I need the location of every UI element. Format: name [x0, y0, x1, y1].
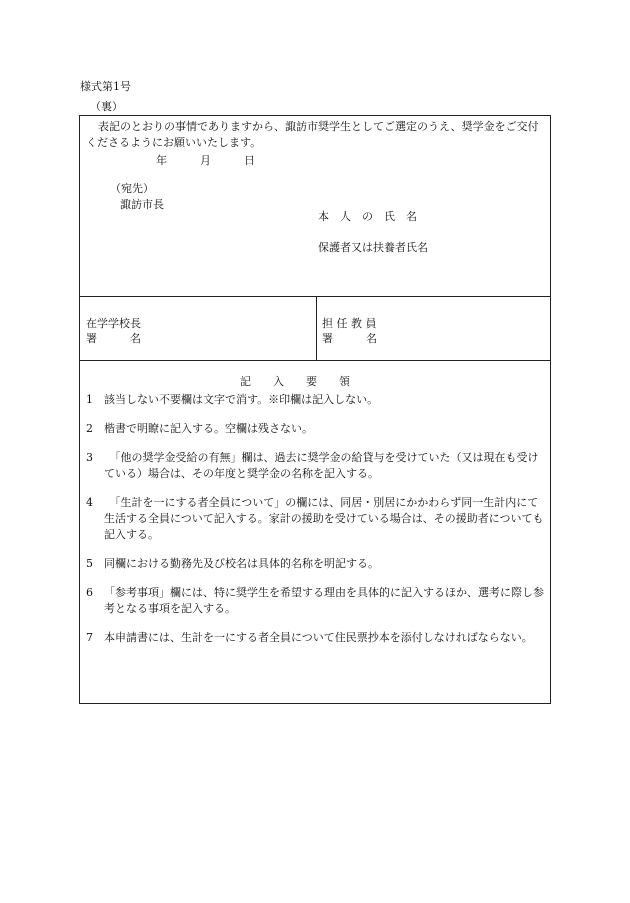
guideline-item: [86, 585, 548, 617]
teacher-signature-label: 署 名: [322, 332, 377, 345]
date-month-label: 月: [200, 154, 211, 167]
guideline-item: [86, 421, 548, 437]
guideline-number: 5: [86, 557, 93, 570]
guideline-text: 「参考事項」欄には、特に奨学生を希望する理由を具体的に記入するほか、選考に際し参考となる事項を記入する。: [104, 586, 544, 615]
guardian-name-label: 保護者又は扶養者氏名: [318, 241, 428, 254]
date-line: [156, 152, 255, 168]
teacher-title: 担 任 教 員: [322, 317, 377, 330]
guidelines-heading: 記 入 要 領: [240, 375, 350, 388]
addressee-name: 諏訪市長: [120, 198, 164, 211]
date-year-label: 年: [156, 154, 167, 167]
date-day-label: 日: [244, 154, 255, 167]
guideline-text: 「生計を一にする者全員について」の欄には、同居・別居にかかわらず同一生計内にて生活する全員について記入する。家計の援助を受けている場合は、その援助者についても記入する。: [104, 496, 544, 541]
guideline-number: 2: [86, 422, 93, 435]
guideline-number: 7: [86, 631, 93, 644]
guideline-item: [86, 450, 548, 482]
guideline-text: 楷書で明瞭に記入する。空欄は残さない。: [104, 422, 313, 435]
guideline-item: [86, 556, 548, 572]
guideline-number: 3: [86, 451, 93, 464]
guideline-text: 「他の奨学金受給の有無」欄は、過去に奨学金の給貸与を受けていた（又は現在も受けている）場合は、その年度と奨学金の名称を記入する。: [104, 451, 539, 480]
back-side-label: （裏）: [90, 100, 123, 113]
guideline-text: 同欄における勤務先及び校名は具体的名称を明記する。: [104, 557, 379, 570]
section-divider: [80, 360, 550, 361]
guideline-number: 4: [86, 496, 93, 509]
form-frame: [79, 115, 551, 704]
signature-divider: [316, 296, 317, 360]
guideline-item: [86, 392, 548, 408]
applicant-name-label: 本 人 の 氏 名: [318, 210, 417, 223]
principal-title: 在学学校長: [86, 317, 141, 330]
request-paragraph: 表記のとおりの事情でありますから、諏訪市奨学生としてご選定のうえ、奨学金をご交付くださるようにお願いいたします。: [86, 120, 539, 149]
addressee-label: （宛先）: [110, 182, 154, 195]
request-text: [86, 119, 546, 151]
guideline-text: 該当しない不要欄は文字で消す。※印欄は記入しない。: [104, 393, 379, 406]
guideline-number: 1: [86, 393, 93, 406]
guideline-text: 本申請書には、生計を一にする者全員について住民票抄本を添付しなければならない。: [104, 631, 533, 644]
guideline-number: 6: [86, 586, 93, 599]
principal-signature-label: 署 名: [86, 332, 141, 345]
guideline-item: [86, 495, 548, 543]
guidelines-list: [86, 392, 548, 659]
guideline-item: [86, 630, 548, 646]
section-divider: [80, 296, 550, 297]
form-number: 様式第1号: [80, 80, 131, 93]
